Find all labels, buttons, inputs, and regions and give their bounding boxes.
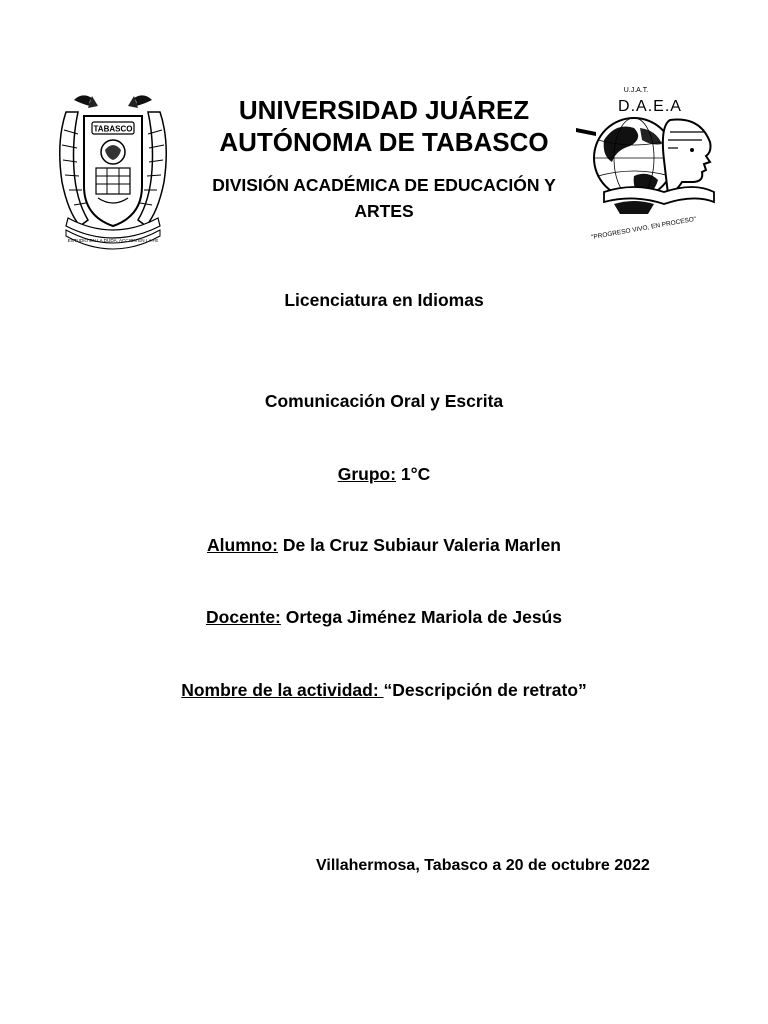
daea-logo <box>574 80 724 240</box>
daea-name: D.A.E.A <box>618 98 682 115</box>
alumno-value: De la Cruz Subiaur Valeria Marlen <box>277 535 561 555</box>
ujat-crest-icon <box>52 90 174 250</box>
daea-motto: "PROGRESO VIVO, EN PROCESO" <box>590 215 697 240</box>
division-title-line1: DIVISIÓN ACADÉMICA DE EDUCACIÓN Y <box>212 175 556 195</box>
crest-banner-text: TABASCO <box>93 124 133 134</box>
actividad-value: “Descripción de retrato” <box>383 680 587 700</box>
grupo-value: 1°C <box>396 464 431 484</box>
grupo-label: Grupo: <box>337 464 397 484</box>
daea-top-small: U.J.A.T. <box>623 87 649 94</box>
alumno-label: Alumno: <box>207 535 278 555</box>
division-title-line2: ARTES <box>354 201 414 221</box>
alumno-line <box>0 535 768 556</box>
materia-text: Comunicación Oral y Escrita <box>264 391 504 411</box>
grupo-line <box>0 464 768 485</box>
university-title-line2: AUTÓNOMA DE TABASCO <box>219 127 549 157</box>
division-title <box>175 172 593 224</box>
ujat-crest-logo <box>52 90 174 250</box>
docente-line <box>0 607 768 628</box>
carrera-text: Licenciatura en Idiomas <box>284 290 484 310</box>
crest-motto-text: ESTUDIO EN LA DUDA. ACCIÓN EN LA FE <box>67 238 159 243</box>
docente-label: Docente: <box>206 607 281 627</box>
university-title-line1: UNIVERSIDAD JUÁREZ <box>238 95 530 125</box>
daea-logo-icon <box>574 80 724 240</box>
actividad-line <box>0 680 768 701</box>
place-date: Villahermosa, Tabasco a 20 de octubre 2022 <box>316 857 650 874</box>
actividad-label: Nombre de la actividad: <box>181 680 384 700</box>
docente-value: Ortega Jiménez Mariola de Jesús <box>280 607 562 627</box>
university-title <box>180 94 588 158</box>
